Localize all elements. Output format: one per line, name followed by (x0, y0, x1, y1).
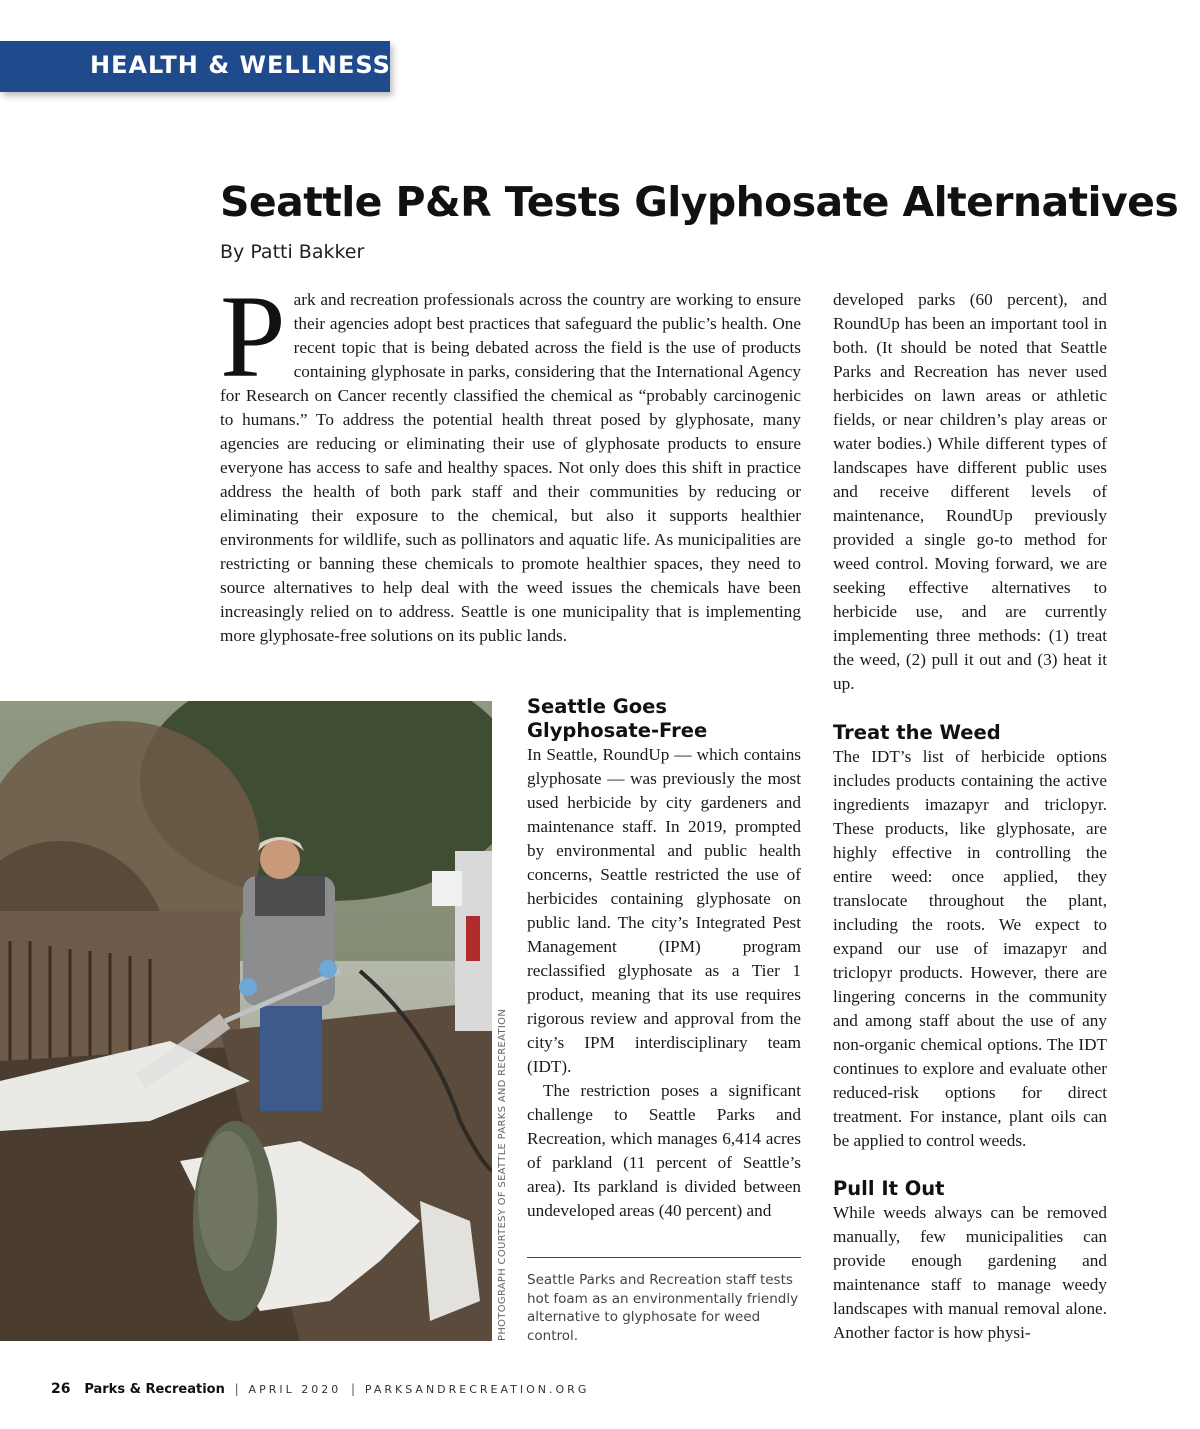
photo-illustration (0, 701, 492, 1341)
intro-text: ark and recreation professionals across the country are working to ensure their agencies adopt best practices that safeguard the public’s health. One recent topic that is being debated across the field is the use of products containing glyphosate in parks, considering that the International Agency for Research on Cancer recently classified the chemical as “probably carcinogenic to humans.” To address the potential health threat posed by glyphosate, many agencies are reducing or eliminating their use of glyphosate products to ensure everyone has access to safe and healthy spaces. Not only does this shift in practice address the health of both park staff and their communities by reducing or eliminating their exposure to the chemical, but also it supports healthier environments for wildlife, such as pollinators and aquatic life. As municipalities are restricting or banning these chemicals to promote healthier spaces, they need to source alternatives to help deal with the weed issues the chemicals have been increasingly relied on to address. Seattle is one municipality that is implementing more glyphosate-free solutions on its public lands. (220, 290, 801, 645)
page-number: 26 (51, 1381, 71, 1397)
article-title: Seattle P&R Tests Glyphosate Alternatives (220, 178, 1179, 226)
drop-cap: P (220, 271, 286, 402)
caption-divider (527, 1257, 801, 1258)
section-tab (0, 41, 390, 92)
paragraph-seattle-continued: developed parks (60 percent), and RoundUp has been an important tool in both. (It should be noted that Seattle Parks and Recreation has never used herbicides on lawn areas or athletic fields, or near children’s play areas or water bodies.) While different types of landscapes have different public uses and receive different levels of maintenance, RoundUp previously provided a single go-to method for weed control. Moving forward, we are seeking effective alternatives to herbicide use, and are currently implementing three methods: (1) treat the weed, (2) pull it out and (3) heat it up. (833, 290, 1107, 693)
website-link[interactable]: PARKSANDRECREATION.ORG (364, 1383, 590, 1396)
paragraph-seattle-1: In Seattle, RoundUp — which contains glyphosate — was previously the most used herbicide by city gardeners and maintenance staff. In 2019, prompted by environmental and public health concerns, Seattle restricted the use of herbicides containing glyphosate on public land. The city’s Integrated Pest Management (IPM) program reclassified glyphosate as a Tier 1 product, meaning that its use requires rigorous review and approval from the city’s IPM interdisciplinary team (IDT). (527, 745, 801, 1076)
photo-credit: PHOTOGRAPH COURTESY OF SEATTLE PARKS AND RECREATION (497, 1008, 508, 1341)
page-footer (51, 1381, 589, 1397)
byline: By Patti Bakker (220, 241, 365, 263)
issue-date: APRIL 2020 (248, 1383, 342, 1396)
paragraph-seattle-2: The restriction poses a significant challenge to Seattle Parks and Recreation, which manages 6,414 acres of parkland (11 percent of Seattle’s area). Its parkland is divided between undeveloped areas (40 percent) and (527, 1081, 801, 1220)
footer-separator: | (234, 1382, 239, 1396)
photo-caption: Seattle Parks and Recreation staff tests hot foam as an environmentally friendly alternative to glyphosate for weed control. (527, 1272, 799, 1344)
heading-seattle-goes-glyphosate-free: Seattle Goes Glyphosate-Free (527, 695, 708, 742)
magazine-name: Parks & Recreation (84, 1382, 225, 1397)
section-label: HEALTH & WELLNESS (90, 51, 391, 79)
paragraph-treat-the-weed: The IDT’s list of herbicide options includes products containing the active ingredients imazapyr and triclopyr. These products, like glyphosate, are highly effective in controlling the entire weed: once applied, they translocate throughout the plant, including the roots. We expect to expand our use of imazapyr and triclopyr products. However, there are lingering concerns in the community and among staff about the use of any non-organic chemical options. The IDT continues to explore and evaluate other reduced-risk options for direct treatment. For instance, plant oils can be applied to control weeds. (833, 747, 1107, 1150)
column-middle (527, 695, 801, 1223)
paragraph-pull-it-out: While weeds always can be removed manually, few municipalities can provide enough gardening and maintenance staff to manage weedy landscapes with manual removal alone. Another factor is how physi- (833, 1203, 1107, 1342)
footer-separator: | (351, 1382, 356, 1396)
heading-treat-the-weed: Treat the Weed (833, 721, 1001, 744)
heading-pull-it-out: Pull It Out (833, 1177, 945, 1200)
article-photo (0, 701, 492, 1341)
intro-paragraph (220, 271, 801, 648)
column-right (833, 288, 1107, 1345)
